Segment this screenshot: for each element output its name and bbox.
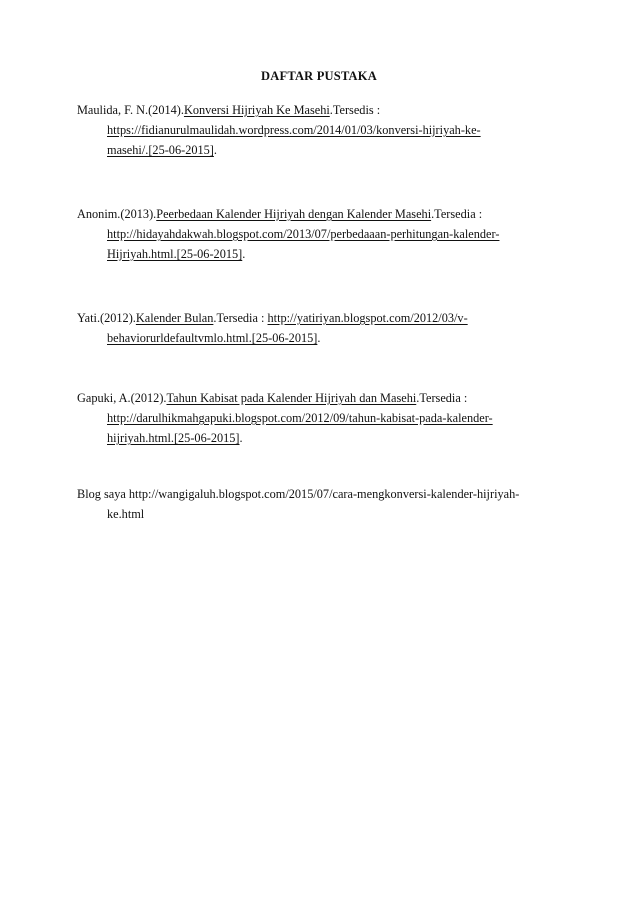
reference-line: [77, 308, 547, 328]
reference-tail: .: [317, 331, 321, 345]
reference-title: Peerbedaan Kalender Hijriyah dengan Kalender Masehi: [156, 207, 432, 221]
reference-title: Kalender Bulan: [135, 311, 214, 325]
reference-url-link[interactable]: http://yatiriyan.blogspot.com/2012/03/v-: [267, 311, 468, 325]
reference-availability: .Tersedis :: [329, 103, 381, 117]
reference-availability: .Tersedia :: [431, 207, 483, 221]
reference-author: Yati.(2012).: [77, 311, 136, 325]
reference-availability: .Tersedia :: [416, 391, 468, 405]
reference-url-line: [77, 328, 547, 348]
reference-url-link[interactable]: Hijriyah.html.[25-06-2015]: [107, 247, 243, 261]
reference-url-link[interactable]: hijriyah.html.[25-06-2015]: [107, 431, 240, 445]
page-title: DAFTAR PUSTAKA: [261, 69, 377, 83]
reference-title: Tahun Kabisat pada Kalender Hijriyah dan Masehi: [166, 391, 417, 405]
reference-url-link[interactable]: behaviorurldefaultvmlo.html.[25-06-2015]: [107, 331, 318, 345]
reference-line: ke.html: [107, 507, 145, 521]
reference-url-link[interactable]: masehi/.[25-06-2015]: [107, 143, 214, 157]
reference-line: [77, 388, 547, 408]
reference-line: Blog saya http://wangigaluh.blogspot.com/2015/07/cara-mengkonversi-kalender-hijriyah-: [77, 487, 520, 501]
reference-title: Konversi Hijriyah Ke Masehi: [183, 103, 330, 117]
reference-line: [77, 204, 547, 224]
reference-url-line: [77, 428, 547, 448]
reference-line: [77, 100, 547, 120]
reference-entry-1: [77, 100, 547, 160]
reference-url-link[interactable]: http://darulhikmahgapuki.blogspot.com/2012/09/tahun-kabisat-pada-kalender-: [107, 411, 493, 425]
reference-author: Maulida, F. N.(2014).: [77, 103, 184, 117]
reference-url-line: [77, 120, 547, 140]
reference-entry-2: [77, 204, 547, 264]
reference-url-link[interactable]: https://fidianurulmaulidah.wordpress.com/2014/01/03/konversi-hijriyah-ke-: [107, 123, 481, 137]
reference-author: Anonim.(2013).: [77, 207, 157, 221]
reference-tail: .: [242, 247, 246, 261]
reference-entry-4: [77, 388, 547, 448]
reference-entry-3: [77, 308, 547, 348]
reference-url-line: [77, 224, 547, 244]
reference-tail: .: [239, 431, 243, 445]
reference-url-line: [77, 408, 547, 428]
reference-url-line: [77, 244, 547, 264]
reference-author: Gapuki, A.(2012).: [77, 391, 167, 405]
reference-tail: .: [213, 143, 217, 157]
reference-url-link[interactable]: http://hidayahdakwah.blogspot.com/2013/07/perbedaaan-perhitungan-kalender-: [107, 227, 500, 241]
reference-entry-5: [77, 484, 547, 524]
reference-url-line: [77, 140, 547, 160]
reference-availability: .Tersedia :: [213, 311, 268, 325]
